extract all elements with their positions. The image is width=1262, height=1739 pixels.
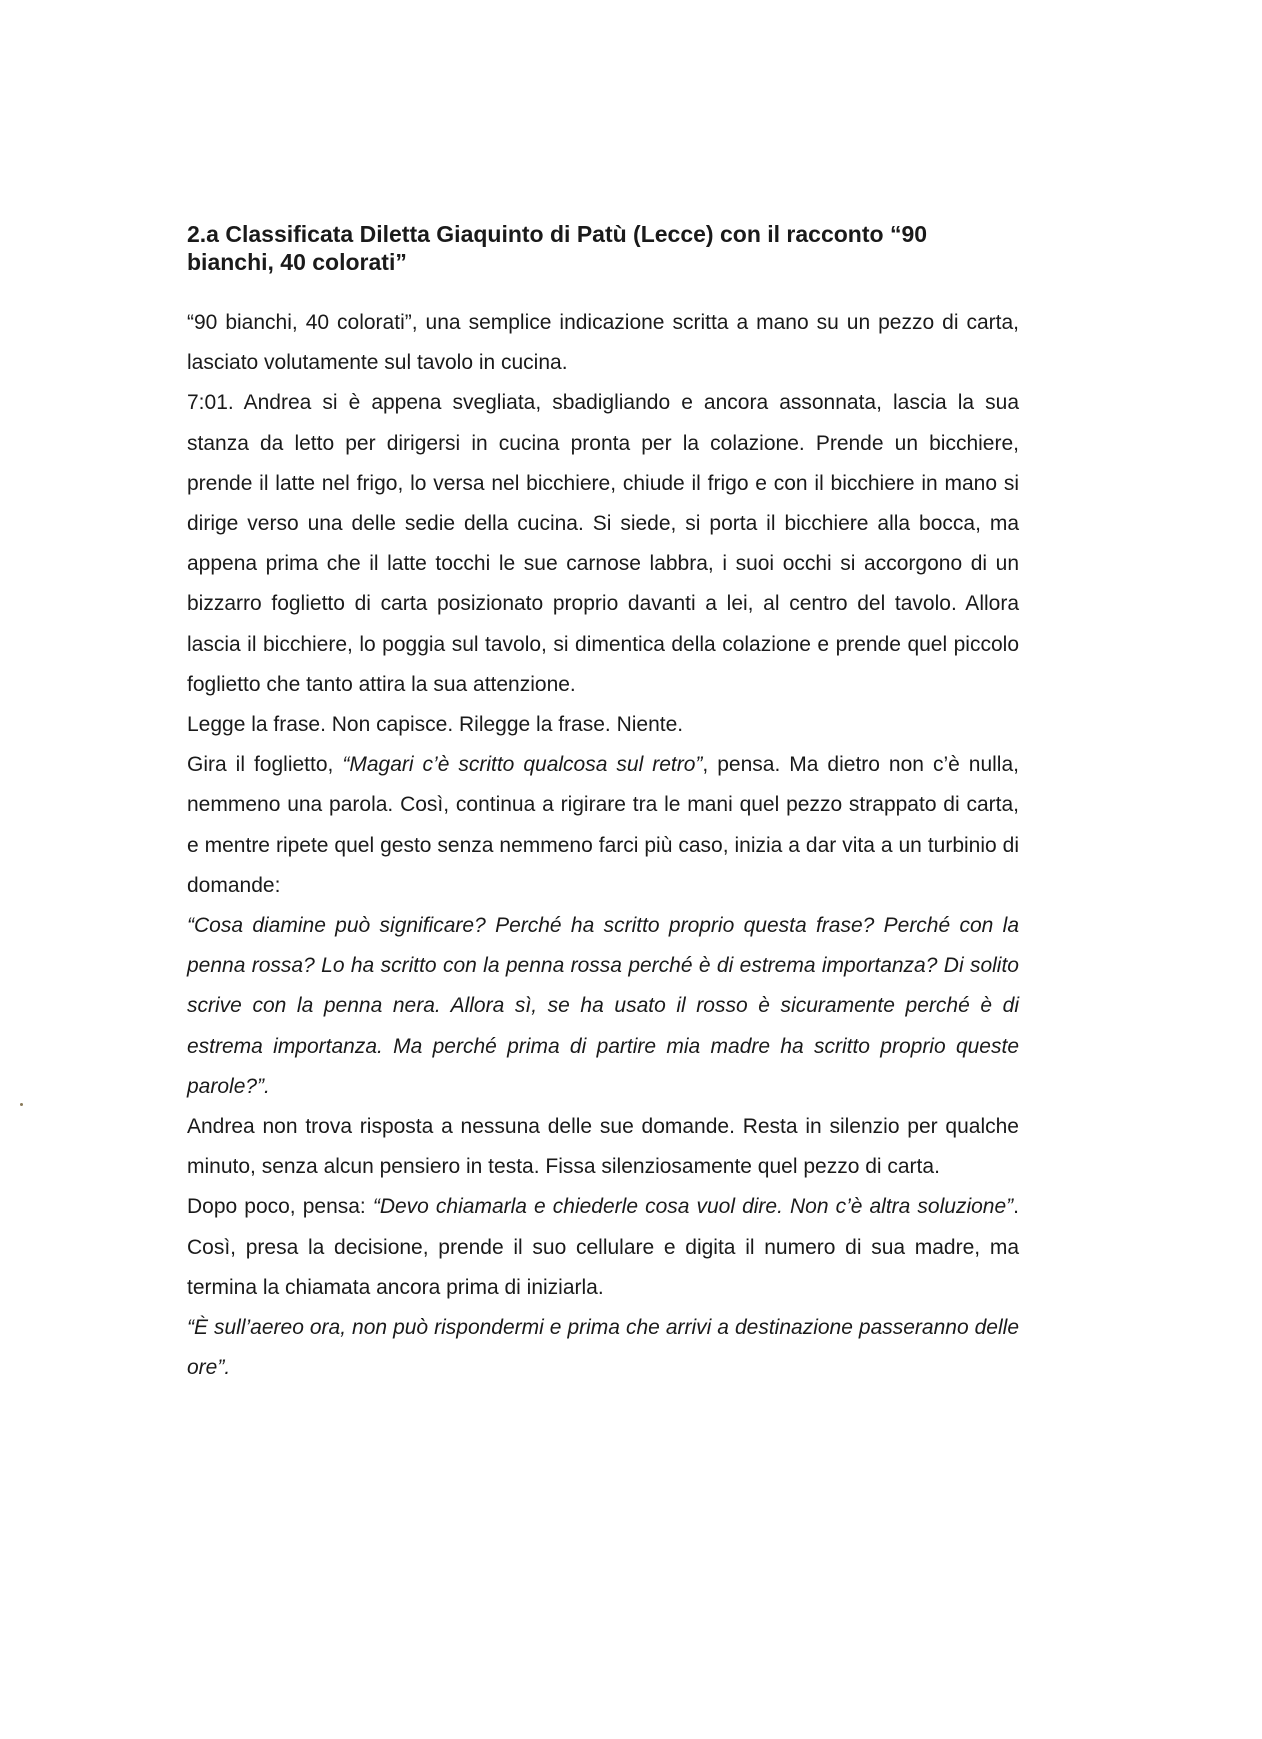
paragraph-7-end: . Così, presa la decisione, prende il suo cellulare e digita il numero di sua madre, ma termina la chiamata ancora prima di iniziarla. — [187, 1195, 1019, 1299]
scan-speck — [20, 1103, 23, 1106]
paragraph-4-end: , pensa. Ma dietro non c’è nulla, nemmeno una parola. Così, continua a rigirare tra le mani quel pezzo strappato di carta, e mentre ripete quel gesto senza nemmeno farci più caso, inizia a dar vita a un turbinio di domande: — [187, 753, 1019, 897]
paragraph-4-start: Gira il foglietto, — [187, 753, 343, 777]
paragraph-4-quote: “Magari c’è scritto qualcosa sul retro” — [342, 753, 703, 777]
paragraph-1: “90 bianchi, 40 colorati”, una semplice indicazione scritta a mano su un pezzo di carta, lasciato volutamente sul tavolo in cucina. — [187, 311, 1019, 375]
paragraph-7-quote: “Devo chiamarla e chiederle cosa vuol dire. Non c’è altra soluzione” — [372, 1195, 1014, 1219]
paragraph-3: Legge la frase. Non capisce. Rilegge la frase. Niente. — [187, 713, 684, 737]
document-content — [187, 220, 1019, 1388]
paragraph-4 — [187, 745, 1019, 906]
paragraph-8 — [187, 1308, 1019, 1388]
paragraph-2: 7:01. Andrea si è appena svegliata, sbadigliando e ancora assonnata, lascia la sua stanza da letto per dirigersi in cucina pronta per la colazione. Prende un bicchiere, prende il latte nel frigo, lo versa nel bicchiere, chiude il frigo e con il bicchiere in mano si dirige verso una delle sedie della cucina. Si siede, si porta il bicchiere alla bocca, ma appena prima che il latte tocchi le sue carnose labbra, i suoi occhi si accorgono di un bizzarro foglietto di carta posizionato proprio davanti a lei, al centro del tavolo. Allora lascia il bicchiere, lo poggia sul tavolo, si dimentica della colazione e prende quel piccolo foglietto che tanto attira la sua attenzione. — [187, 391, 1019, 696]
document-title: 2.a Classificata Diletta Giaquinto di Patù (Lecce) con il racconto “90 bianchi, 40 colorati” — [187, 221, 928, 275]
paragraph-5-quote: “Cosa diamine può significare? Perché ha scritto proprio questa frase? Perché con la penna rossa? Lo ha scritto con la penna rossa perché è di estrema importanza? Di solito scrive con la penna nera. Allora sì, se ha usato il rosso è sicuramente perché è di estrema importanza. Ma perché prima di partire mia madre ha scritto proprio queste parole?”. — [187, 914, 1019, 1098]
paragraph-7-start: Dopo poco, pensa: — [187, 1195, 373, 1219]
paragraph-8-quote: “È sull’aereo ora, non può rispondermi e prima che arrivi a destinazione passeranno delle ore”. — [187, 1316, 1019, 1380]
paragraph-5 — [187, 906, 1019, 1107]
paragraph-6: Andrea non trova risposta a nessuna delle sue domande. Resta in silenzio per qualche minuto, senza alcun pensiero in testa. Fissa silenziosamente quel pezzo di carta. — [187, 1115, 1019, 1179]
paragraph-7 — [187, 1187, 1019, 1308]
story-body — [187, 303, 1019, 1388]
